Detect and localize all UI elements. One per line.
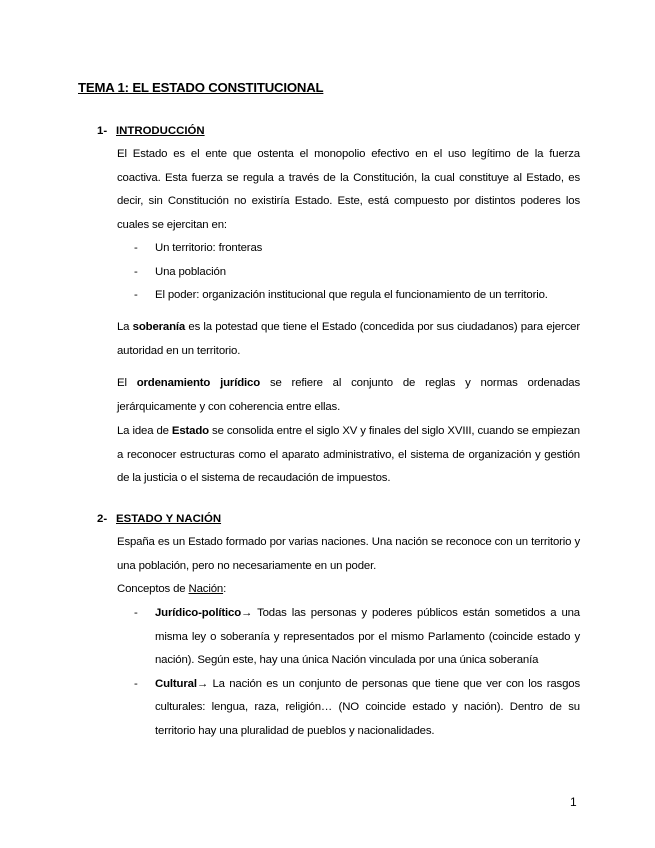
soberania-term: soberanía [132, 321, 186, 333]
list-item [117, 284, 580, 308]
bullet-dash: - [134, 242, 138, 254]
bullet-dash: - [134, 677, 138, 690]
section-2-intro: España es un Estado formado por varias naciones. Una nación se reconoce con un territorio y una población, pero no necesariamente en un poder. [117, 536, 580, 572]
ordenamiento-term: ordenamiento jurídico [136, 377, 261, 389]
text: : [223, 583, 227, 595]
bullet-dash: - [134, 289, 138, 301]
section-2-heading [97, 513, 221, 525]
section-1-heading [97, 125, 205, 137]
list-item-text: La nación es un conjunto de personas que tiene que ver con los rasgos culturales: lengua, raza, religión… (NO coincide estado y nación). Dentro de su territorio hay una pluralidad de pueblos y nacionalidades. [155, 677, 580, 737]
list-item-text: El poder: organización institucional que regula el funcionamiento de un territorio. [155, 289, 548, 301]
text: La idea de [117, 425, 172, 437]
cultural-term: Cultural [155, 677, 197, 690]
section-2-number: 2- [97, 513, 108, 525]
text: Conceptos de [117, 583, 189, 595]
document-title: TEMA 1: EL ESTADO CONSTITUCIONAL [78, 80, 324, 95]
nacion-term: Nación [188, 583, 224, 595]
soberania-paragraph [117, 316, 580, 363]
section-2-title: ESTADO Y NACIÓN [116, 513, 222, 525]
list-item-text: Una población [155, 265, 226, 278]
text: El [117, 377, 137, 389]
section-1-intro: El Estado es el ente que ostenta el monopolio efectivo en el uso legítimo de la fuerza coactiva. Esta fuerza se regula a través de la Constitución, la cual constituye al Estado, es decir, sin Constitución no existiría Estado. Este, está compuesto por distintos poderes los cuales se ejercitan en: [117, 148, 580, 231]
list-item [117, 673, 580, 744]
section-1-title: INTRODUCCIÓN [116, 125, 205, 137]
section-2-bullets [117, 602, 580, 743]
estado-paragraph [117, 420, 580, 491]
arrow-icon: → [241, 607, 253, 619]
juridico-politico-term: Jurídico-político [155, 607, 242, 619]
text: La [117, 321, 133, 333]
list-item [117, 261, 580, 285]
list-item [117, 237, 580, 261]
ordenamiento-paragraph [117, 372, 580, 419]
list-item-text: Un territorio: fronteras [155, 242, 263, 254]
text: se consolida entre el siglo XV y finales del siglo XVIII, cuando se empiezan a reconocer estructuras como el aparato administrativo, el sistema de organización y gestión de la justicia o el sistema de recaudación de impuestos. [117, 425, 580, 484]
section-1-bullets [117, 237, 580, 308]
bullet-dash: - [134, 265, 138, 278]
page-number: 1 [570, 795, 577, 809]
conceptos-line [117, 578, 580, 602]
list-item [117, 602, 580, 673]
bullet-dash: - [134, 607, 138, 619]
list-item-text: Todas las personas y poderes públicos están sometidos a una misma ley o soberanía y representados por el mismo Parlamento (coincide estado y nación). Según este, hay una única Nación vinculada por una única soberanía [155, 607, 580, 666]
section-1-number: 1- [97, 125, 108, 137]
text: se refiere al conjunto de reglas y normas ordenadas jerárquicamente y con coherencia entre ellas. [117, 377, 581, 413]
text: es la potestad que tiene el Estado (concedida por sus ciudadanos) para ejercer autoridad en un territorio. [117, 321, 580, 357]
estado-term: Estado [171, 425, 209, 437]
arrow-icon: → [196, 677, 209, 690]
